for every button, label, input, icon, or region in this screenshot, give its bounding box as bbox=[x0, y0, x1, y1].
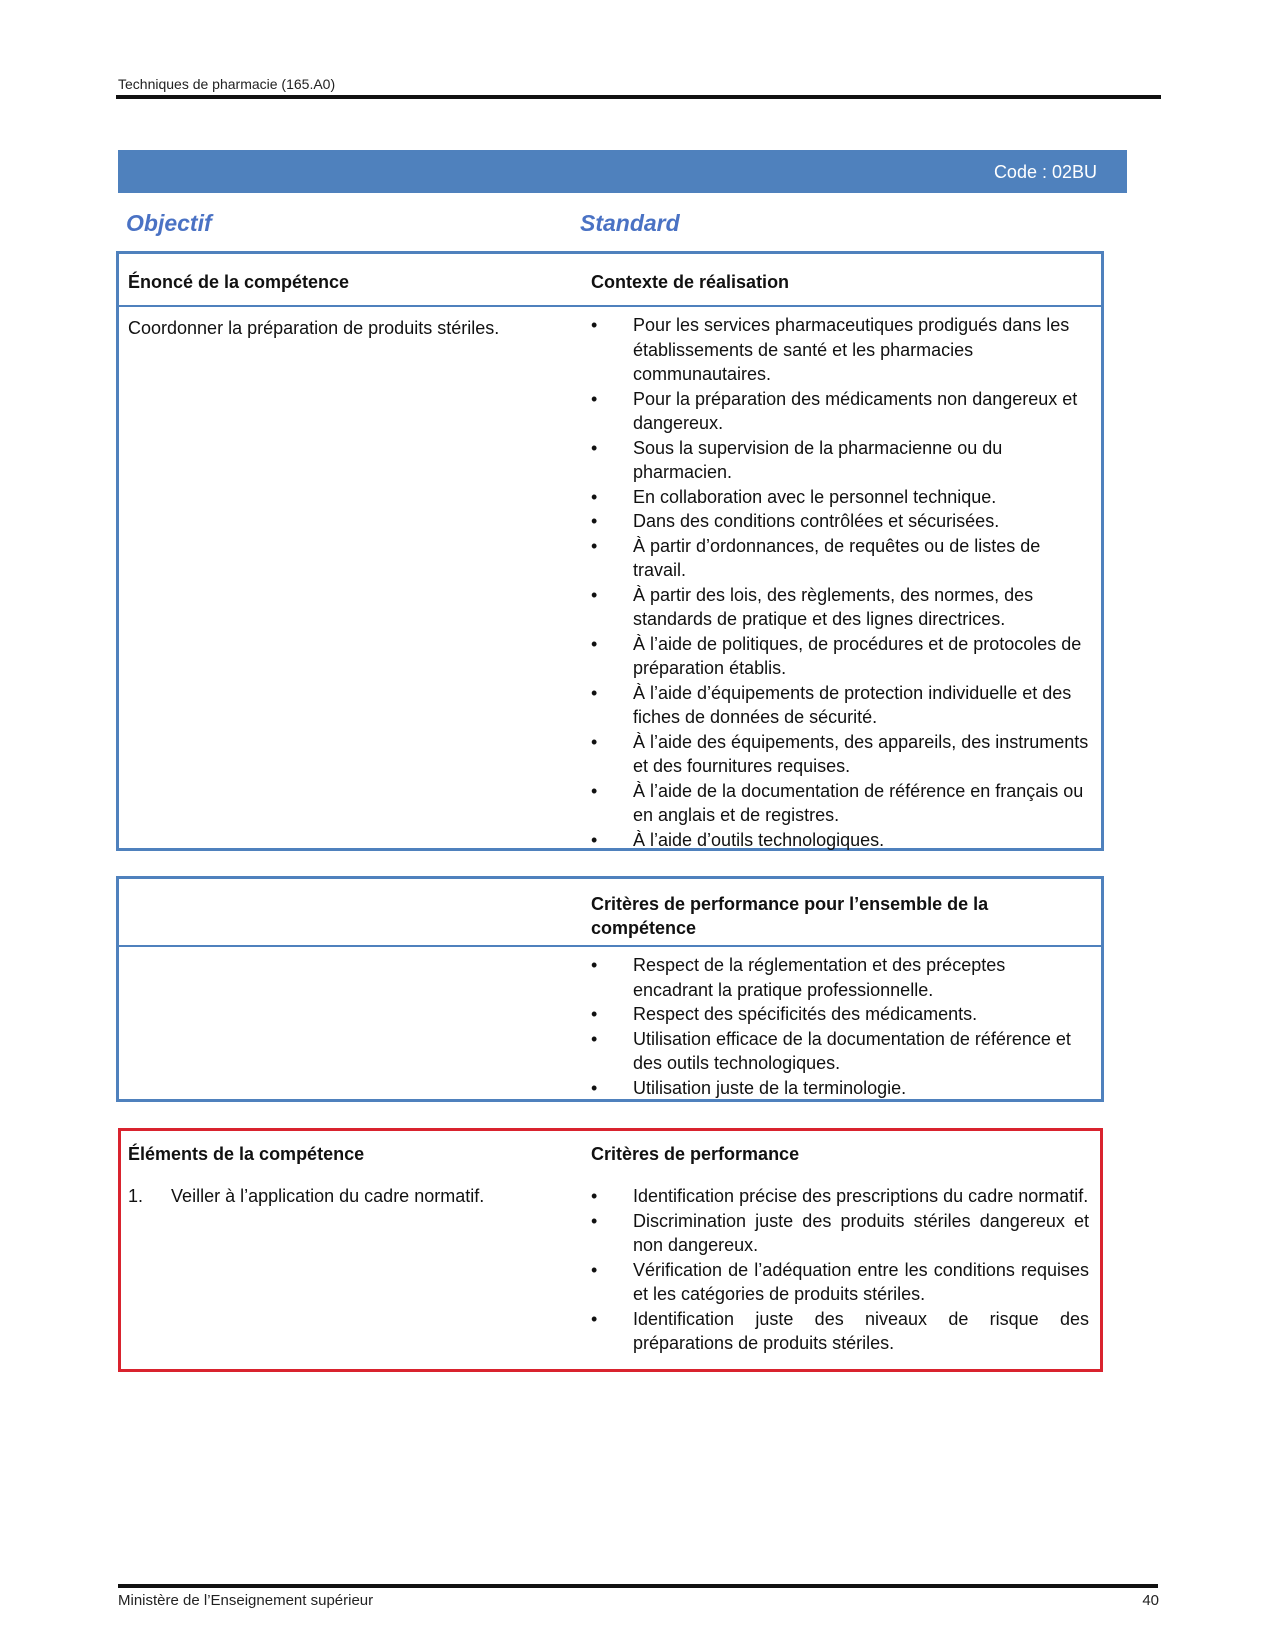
list-item bbox=[589, 1027, 1089, 1076]
bullet-icon: • bbox=[591, 731, 598, 752]
list-item bbox=[589, 1002, 1089, 1027]
bullet-icon: • bbox=[591, 584, 598, 605]
list-item bbox=[589, 828, 1089, 853]
list-item bbox=[589, 1209, 1089, 1258]
footer-divider bbox=[118, 1584, 1158, 1588]
list-item-text: À l’aide des équipements, des appareils, des instruments et des fournitures requises. bbox=[633, 731, 1089, 776]
list-item-text: À l’aide de la documentation de référence en français ou en anglais et de registres. bbox=[633, 780, 1084, 825]
bullet-icon: • bbox=[591, 437, 598, 458]
list-item bbox=[589, 1076, 1089, 1101]
bullet-icon: • bbox=[591, 1308, 598, 1329]
footer-ministry: Ministère de l’Enseignement supérieur bbox=[118, 1592, 374, 1609]
list-item bbox=[589, 583, 1089, 632]
context-heading: Contexte de réalisation bbox=[591, 272, 790, 292]
bullet-icon: • bbox=[591, 1259, 598, 1280]
list-item bbox=[589, 1307, 1089, 1356]
list-item bbox=[589, 485, 1089, 510]
overall-criteria-heading: Critères de performance pour l’ensemble de la compétence bbox=[591, 894, 989, 938]
bullet-icon: • bbox=[591, 388, 598, 409]
bullet-icon: • bbox=[591, 1028, 598, 1049]
list-item-text: Identification précise des prescriptions du cadre normatif. bbox=[633, 1186, 1089, 1206]
list-item-text: Utilisation juste de la terminologie. bbox=[633, 1077, 907, 1098]
list-item-text: À partir des lois, des règlements, des normes, des standards de pratique et des lignes directrices. bbox=[633, 584, 1034, 629]
list-item-text: Sous la supervision de la pharmacienne ou du pharmacien. bbox=[633, 437, 1003, 482]
competency-statement: Coordonner la préparation de produits stériles. bbox=[128, 318, 500, 338]
criteria-list bbox=[589, 1184, 1089, 1356]
objectif-heading: Objectif bbox=[126, 210, 212, 236]
bullet-icon: • bbox=[591, 1186, 598, 1206]
list-item-text: Identification juste des niveaux de risque des préparations de produits stériles. bbox=[633, 1308, 1089, 1353]
bullet-icon: • bbox=[591, 829, 598, 850]
list-item-text: Discrimination juste des produits stériles dangereux et non dangereux. bbox=[633, 1210, 1089, 1255]
overall-criteria-list bbox=[589, 953, 1089, 1100]
list-item bbox=[589, 681, 1089, 730]
list-item bbox=[589, 436, 1089, 485]
element-text: Veiller à l’application du cadre normatif. bbox=[171, 1186, 485, 1206]
list-item bbox=[589, 632, 1089, 681]
list-item bbox=[589, 534, 1089, 583]
bullet-icon: • bbox=[591, 1077, 598, 1098]
bullet-icon: • bbox=[591, 535, 598, 556]
page-number: 40 bbox=[1142, 1592, 1159, 1609]
overall-performance-table bbox=[116, 876, 1104, 1102]
bullet-icon: • bbox=[591, 633, 598, 654]
list-item bbox=[589, 1184, 1089, 1209]
competency-code: Code : 02BU bbox=[993, 162, 1097, 182]
header-divider bbox=[116, 95, 1161, 99]
criteria-heading: Critères de performance bbox=[591, 1144, 800, 1164]
list-item-text: Pour la préparation des médicaments non dangereux et dangereux. bbox=[633, 388, 1078, 433]
bullet-icon: • bbox=[591, 486, 598, 507]
document-header-title: Techniques de pharmacie (165.A0) bbox=[118, 76, 336, 92]
list-item-text: À l’aide de politiques, de procédures et de protocoles de préparation établis. bbox=[633, 633, 1082, 678]
bullet-icon: • bbox=[591, 315, 598, 335]
elements-table bbox=[118, 1128, 1103, 1372]
list-item-text: À partir d’ordonnances, de requêtes ou de listes de travail. bbox=[633, 535, 1041, 580]
list-item bbox=[589, 779, 1089, 828]
bullet-icon: • bbox=[591, 1004, 598, 1024]
list-item bbox=[589, 953, 1089, 1002]
list-item-text: Respect des spécificités des médicaments. bbox=[633, 1004, 978, 1024]
competency-context-table bbox=[116, 251, 1104, 851]
bullet-icon: • bbox=[591, 682, 598, 703]
list-item-text: En collaboration avec le personnel technique. bbox=[633, 486, 997, 507]
statement-heading: Énoncé de la compétence bbox=[128, 272, 350, 292]
bullet-icon: • bbox=[591, 511, 598, 531]
bullet-icon: • bbox=[591, 955, 598, 975]
list-item-text: À l’aide d’équipements de protection individuelle et des fiches de données de sécurité. bbox=[633, 682, 1072, 727]
list-item bbox=[589, 313, 1089, 387]
bullet-icon: • bbox=[591, 1210, 598, 1231]
elements-heading: Éléments de la compétence bbox=[128, 1144, 365, 1164]
list-item-text: Pour les services pharmaceutiques prodigués dans les établissements de santé et les pharmacies communautaires. bbox=[633, 315, 1070, 384]
list-item-text: À l’aide d’outils technologiques. bbox=[633, 829, 885, 850]
list-item-text: Respect de la réglementation et des préceptes encadrant la pratique professionnelle. bbox=[633, 955, 1006, 1000]
list-item-text: Vérification de l’adéquation entre les conditions requises et les catégories de produits stériles. bbox=[633, 1259, 1089, 1304]
list-item bbox=[589, 730, 1089, 779]
list-item bbox=[589, 387, 1089, 436]
element-number: 1. bbox=[128, 1186, 144, 1206]
table-header-divider bbox=[119, 305, 1101, 307]
list-item-text: Utilisation efficace de la documentation de référence et des outils technologiques. bbox=[633, 1028, 1071, 1073]
table-header-divider bbox=[119, 945, 1101, 947]
bullet-icon: • bbox=[591, 780, 598, 801]
element-item bbox=[128, 1184, 484, 1209]
context-list bbox=[589, 313, 1089, 852]
list-item bbox=[589, 509, 1089, 534]
code-bar bbox=[118, 150, 1127, 193]
list-item-text: Dans des conditions contrôlées et sécurisées. bbox=[633, 511, 1000, 531]
list-item bbox=[589, 1258, 1089, 1307]
standard-heading: Standard bbox=[580, 210, 680, 236]
